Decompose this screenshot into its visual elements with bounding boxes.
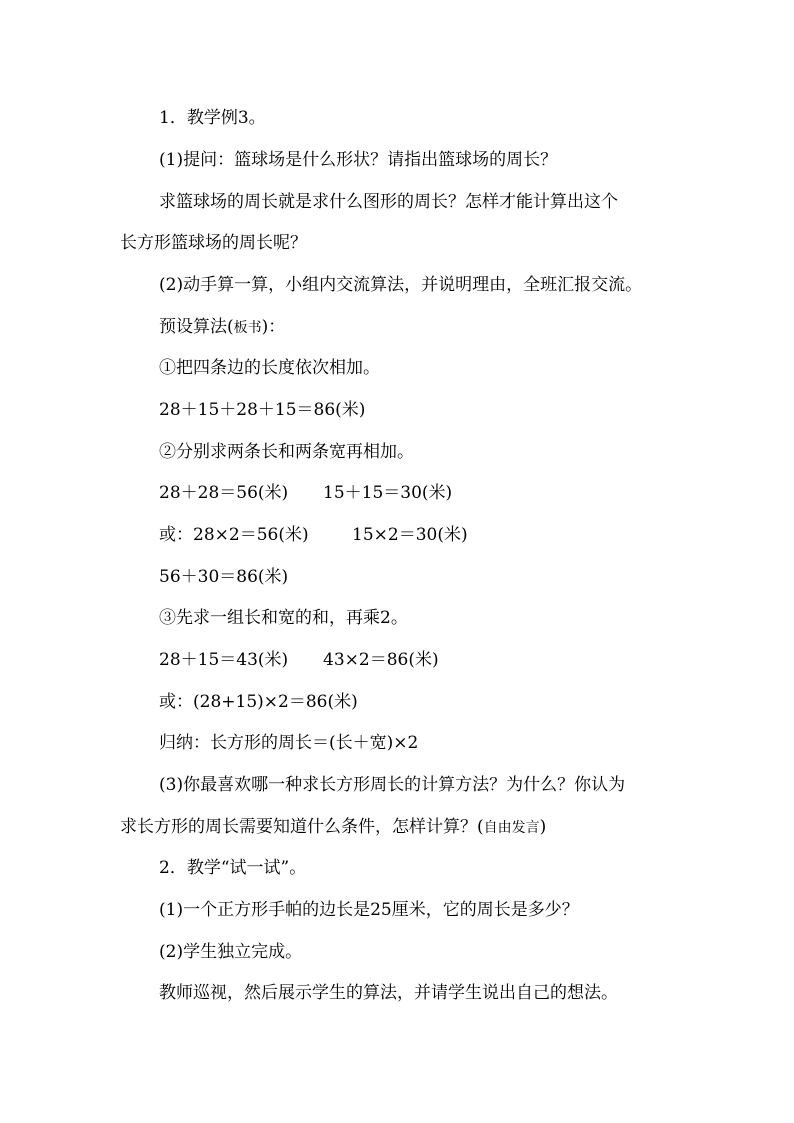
method-1-title: ①把四条边的长度依次相加。 [159, 358, 380, 378]
question-favorite-line-1: (3)你最喜欢哪一种求长方形周长的计算方法？为什么？你认为 [159, 775, 626, 795]
teacher-observation: 教师巡视，然后展示学生的算法，并请学生说出自己的想法。 [159, 983, 618, 1003]
step-calculate: (2)动手算一算，小组内交流算法，并说明理由，全班汇报交流。 [159, 275, 643, 295]
question-favorite-line-2 [120, 815, 546, 840]
paragraph-perimeter-line-1: 求篮球场的周长就是求什么图形的周长？怎样才能计算出这个 [159, 192, 618, 212]
method-2-alt-a: 或：28×2＝56(米) [159, 525, 309, 545]
method-3-title: ③先求一组长和宽的和，再乘2。 [159, 608, 408, 628]
method-2-formula-a: 28＋28＝56(米) [159, 483, 289, 503]
method-3-alt: 或：(28+15)×2＝86(米) [159, 692, 358, 712]
method-2-sum: 56＋30＝86(米) [159, 567, 289, 587]
heading-example-3: 1．教学例3。 [159, 108, 266, 128]
preset-algorithm [159, 315, 285, 340]
problem-handkerchief: (1)一个正方形手帕的边长是25厘米，它的周长是多少？ [159, 900, 579, 920]
heading-try-it: 2．教学“试一试”。 [159, 858, 307, 878]
preset-label: 预设算法( [159, 317, 234, 337]
question-close-paren: ) [539, 817, 547, 837]
paragraph-perimeter-line-2: 长方形篮球场的周长呢？ [120, 233, 307, 253]
method-3-formula-b: 43×2＝86(米) [323, 650, 439, 670]
method-3-formula-a: 28＋15＝43(米) [159, 650, 289, 670]
question-conditions: 求长方形的周长需要知道什么条件，怎样计算？( [120, 817, 484, 837]
method-1-formula: 28＋15＋28＋15＝86(米) [159, 400, 366, 420]
method-2-title: ②分别求两条长和两条宽再相加。 [159, 442, 414, 462]
question-shape: (1)提问：篮球场是什么形状？请指出篮球场的周长？ [159, 150, 558, 170]
method-2-formula-b: 15＋15＝30(米) [323, 483, 453, 503]
summary-formula: 归纳：长方形的周长＝(长＋宽)×2 [159, 733, 419, 753]
free-discussion-note: 自由发言 [483, 820, 540, 836]
method-2-alt-b: 15×2＝30(米) [352, 525, 468, 545]
step-independent: (2)学生独立完成。 [159, 942, 303, 962]
preset-suffix: )： [261, 317, 286, 337]
blackboard-note: 板书 [233, 320, 262, 336]
